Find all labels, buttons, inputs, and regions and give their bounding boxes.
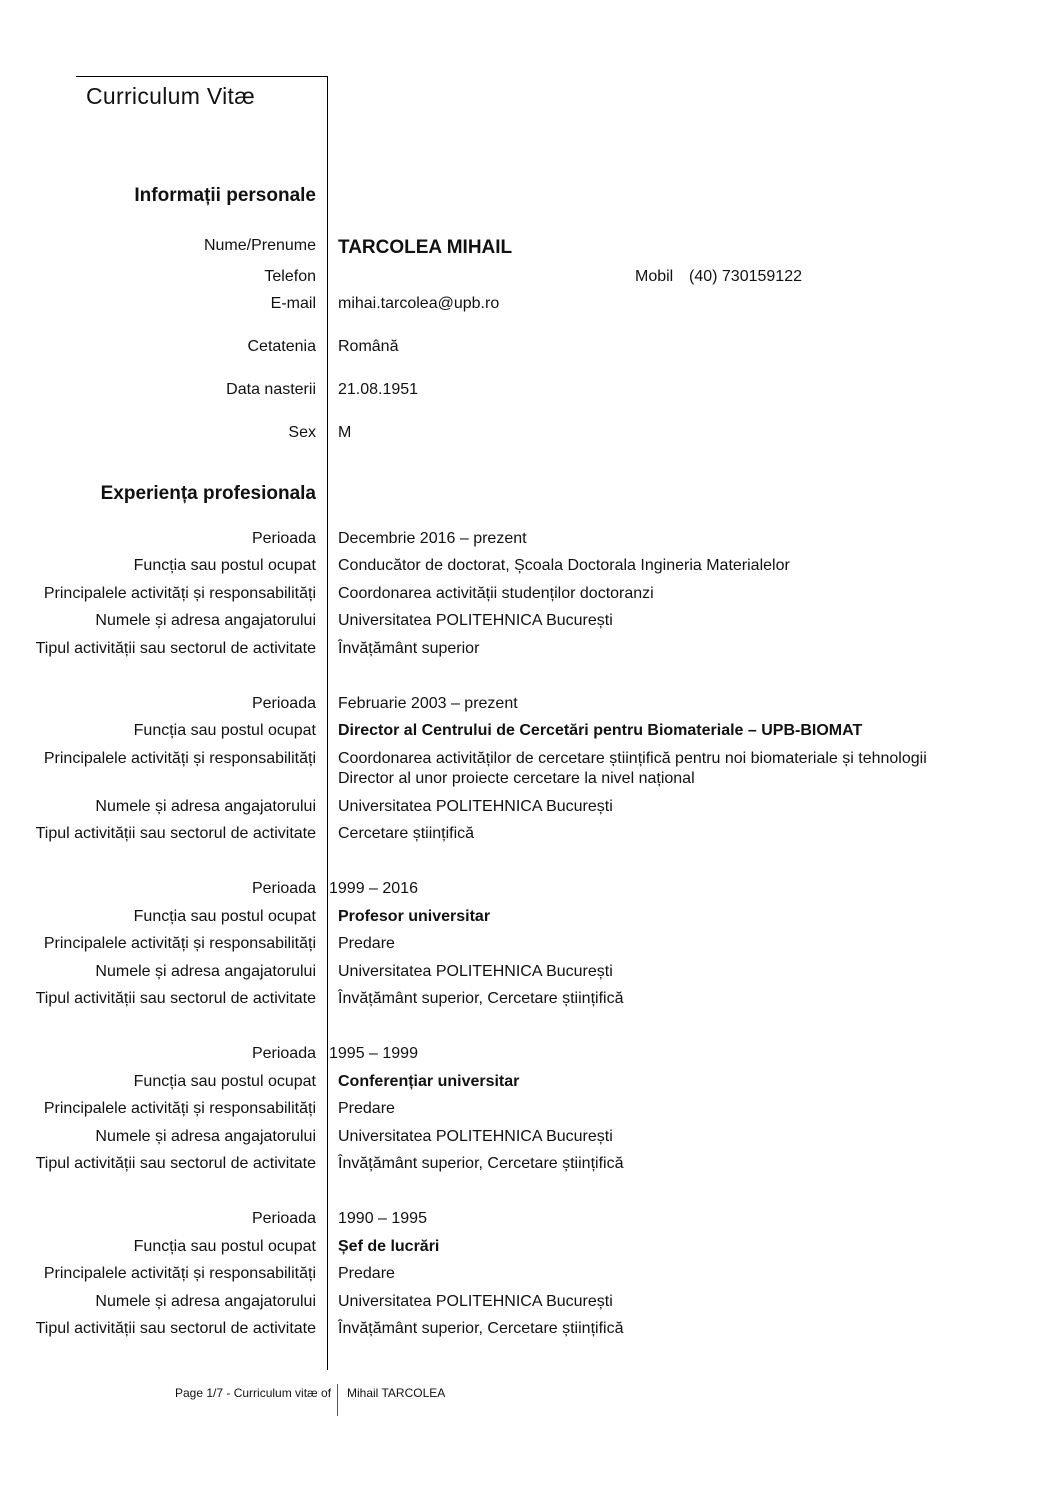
personal-info-heading: Informații personale (134, 185, 316, 206)
activities-label: Principalele activități și responsabilități (43, 935, 316, 952)
email-label: E-mail (270, 295, 316, 312)
position-label: Funcția sau postul ocupat (133, 557, 316, 574)
activities-value: Predare (338, 1265, 395, 1282)
position-label: Funcția sau postul ocupat (133, 1073, 316, 1090)
employer-value: Universitatea POLITEHNICA București (338, 798, 613, 815)
sector-value: Învățământ superior, Cercetare științifică (338, 1320, 624, 1337)
sector-value: Învățământ superior (338, 640, 480, 657)
footer-divider (337, 1384, 338, 1416)
footer-page-info: Page 1/7 - Curriculum vitæ of (175, 1386, 332, 1400)
period-value: Decembrie 2016 – prezent (338, 530, 527, 547)
period-label: Perioada (251, 880, 316, 897)
employer-label: Numele și adresa angajatorului (95, 1128, 316, 1145)
name-label: Nume/Prenume (203, 237, 316, 254)
position-label: Funcția sau postul ocupat (133, 908, 316, 925)
position-label: Funcția sau postul ocupat (133, 1238, 316, 1255)
sector-label: Tipul activității sau sectorul de activitate (35, 990, 316, 1007)
activities-value: Coordonarea activității studenților doctoranzi (338, 585, 654, 602)
person-name: TARCOLEA MIHAIL (338, 237, 513, 258)
sector-label: Tipul activității sau sectorul de activitate (35, 825, 316, 842)
sector-value: Cercetare științifică (338, 825, 475, 842)
employer-label: Numele și adresa angajatorului (95, 612, 316, 629)
period-value: 1999 – 2016 (329, 880, 418, 897)
email-value: mihai.tarcolea@upb.ro (338, 295, 500, 312)
employer-label: Numele și adresa angajatorului (95, 798, 316, 815)
sector-value: Învățământ superior, Cercetare științifică (338, 990, 624, 1007)
sector-label: Tipul activității sau sectorul de activitate (35, 640, 316, 657)
period-value: 1990 – 1995 (338, 1210, 427, 1227)
column-divider (327, 76, 328, 1370)
employer-label: Numele și adresa angajatorului (95, 963, 316, 980)
sex-value: M (338, 424, 352, 441)
employer-value: Universitatea POLITEHNICA București (338, 612, 613, 629)
position-value: Profesor universitar (338, 908, 491, 925)
birth-value: 21.08.1951 (338, 381, 419, 398)
period-label: Perioada (251, 695, 316, 712)
activities-value-line2: Director al unor proiecte cercetare la nivel național (338, 770, 695, 787)
birth-label: Data nasterii (226, 381, 316, 398)
cv-title: Curriculum Vitæ (86, 83, 255, 109)
activities-label: Principalele activități și responsabilități (43, 585, 316, 602)
period-value: Februarie 2003 – prezent (338, 695, 518, 712)
period-label: Perioada (251, 1045, 316, 1062)
sector-value: Învățământ superior, Cercetare științifică (338, 1155, 624, 1172)
position-value: Conducător de doctorat, Școala Doctorala Ingineria Materialelor (338, 557, 790, 574)
period-label: Perioada (251, 1210, 316, 1227)
mobile-value: (40) 730159122 (689, 268, 802, 285)
citizenship-value: Română (338, 338, 399, 355)
citizenship-label: Cetatenia (247, 338, 316, 355)
employer-value: Universitatea POLITEHNICA București (338, 963, 613, 980)
activities-value: Predare (338, 1100, 395, 1117)
sex-label: Sex (288, 424, 316, 441)
title-rule (76, 76, 328, 77)
position-value: Șef de lucrări (338, 1238, 440, 1255)
period-label: Perioada (251, 530, 316, 547)
phone-label: Telefon (264, 268, 316, 285)
activities-value: Coordonarea activităților de cercetare științifică pentru noi biomateriale și tehnologii (338, 750, 927, 767)
position-value: Conferențiar universitar (338, 1073, 520, 1090)
activities-value: Predare (338, 935, 395, 952)
employer-value: Universitatea POLITEHNICA București (338, 1128, 613, 1145)
position-label: Funcția sau postul ocupat (133, 722, 316, 739)
period-value: 1995 – 1999 (329, 1045, 418, 1062)
sector-label: Tipul activității sau sectorul de activitate (35, 1320, 316, 1337)
activities-label: Principalele activități și responsabilități (43, 1265, 316, 1282)
experience-heading: Experiența profesionala (100, 483, 316, 504)
employer-value: Universitatea POLITEHNICA București (338, 1293, 613, 1310)
activities-label: Principalele activități și responsabilități (43, 1100, 316, 1117)
mobile-label: Mobil (635, 268, 674, 285)
employer-label: Numele și adresa angajatorului (95, 1293, 316, 1310)
position-value: Director al Centrului de Cercetări pentru Biomateriale – UPB-BIOMAT (338, 722, 863, 739)
sector-label: Tipul activității sau sectorul de activitate (35, 1155, 316, 1172)
footer-author: Mihail TARCOLEA (347, 1386, 446, 1400)
activities-label: Principalele activități și responsabilități (43, 750, 316, 767)
